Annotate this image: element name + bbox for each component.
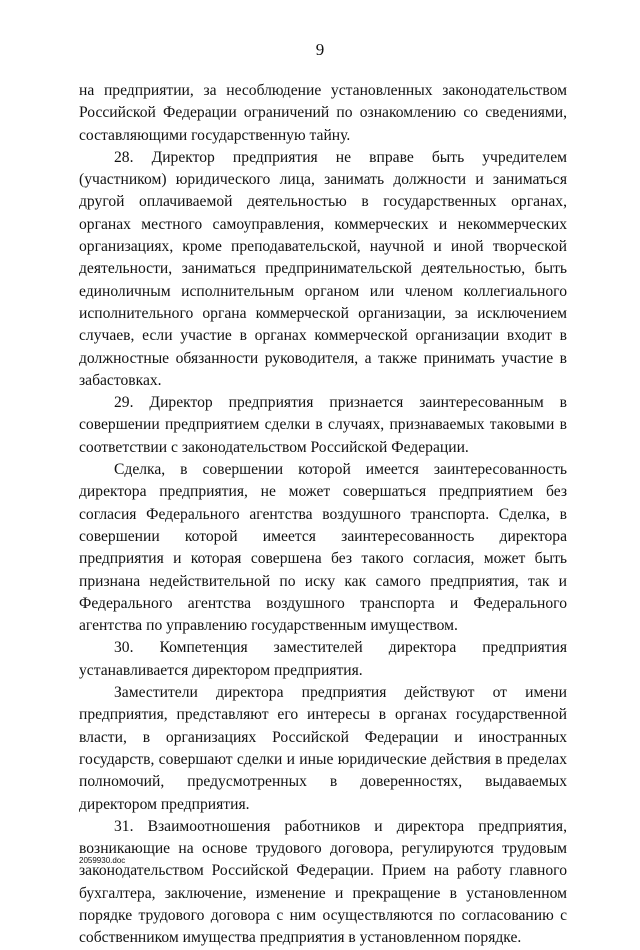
- paragraph-29: 29. Директор предприятия признается заинтересованным в совершении предприятием сделки в случаях, признаваемых таковыми в соответствии с законодательством Российской Федерации.: [79, 394, 567, 456]
- paragraph-30: 30. Компетенция заместителей директора предприятия устанавливается директором предприятия.: [79, 639, 567, 679]
- page-number: 9: [315, 40, 325, 59]
- paragraph-30-deputies: Заместители директора предприятия действуют от имени предприятия, представляют его интересы в органах государственной власти, в организациях Российской Федерации и иностранных государств, совершают сделки и иные юридические действия в пределах полномочий, предусмотренных в доверенностях, выдаваемых директором предприятия.: [79, 684, 567, 813]
- file-name-footer: 2059930.doc: [79, 856, 126, 865]
- paragraph-continuation: на предприятии, за несоблюдение установленных законодательством Российской Федерации ограничений по ознакомлению со сведениями, составляющими государственную тайну.: [79, 82, 567, 144]
- paragraph-29-deal: Сделка, в совершении которой имеется заинтересованность директора предприятия, не может совершаться предприятием без согласия Федерального агентства воздушного транспорта. Сделка, в совершении которой имеется заинтересованность директора предприятия и которая совершена без такого согласия, может быть признана недействительной по иску как самого предприятия, так и Федерального агентства воздушного транспорта и Федерального агентства по управлению государственным имуществом.: [79, 461, 567, 635]
- paragraph-28: 28. Директор предприятия не вправе быть учредителем (участником) юридического лица, занимать должности и заниматься другой оплачиваемой деятельностью в государственных органах, органах местного самоуправления, коммерческих и некоммерческих организациях, кроме преподавательской, научной и иной творческой деятельности, заниматься предпринимательской деятельностью, быть единоличным исполнительным органом или членом коллегиального исполнительного органа коммерческой организации, за исключением случаев, если участие в органах коммерческой организации входит в должностные обязанности руководителя, а также принимать участие в забастовках.: [79, 148, 567, 389]
- document-body: [79, 80, 567, 950]
- paragraph-31: 31. Взаимоотношения работников и директора предприятия, возникающие на основе трудового договора, регулируются трудовым законодательством Российской Федерации. Прием на работу главного бухгалтера, заключение, изменение и прекращение в установленном порядке трудового договора с ним осуществляются по согласованию с собственником имущества предприятия в установленном порядке.: [79, 817, 567, 947]
